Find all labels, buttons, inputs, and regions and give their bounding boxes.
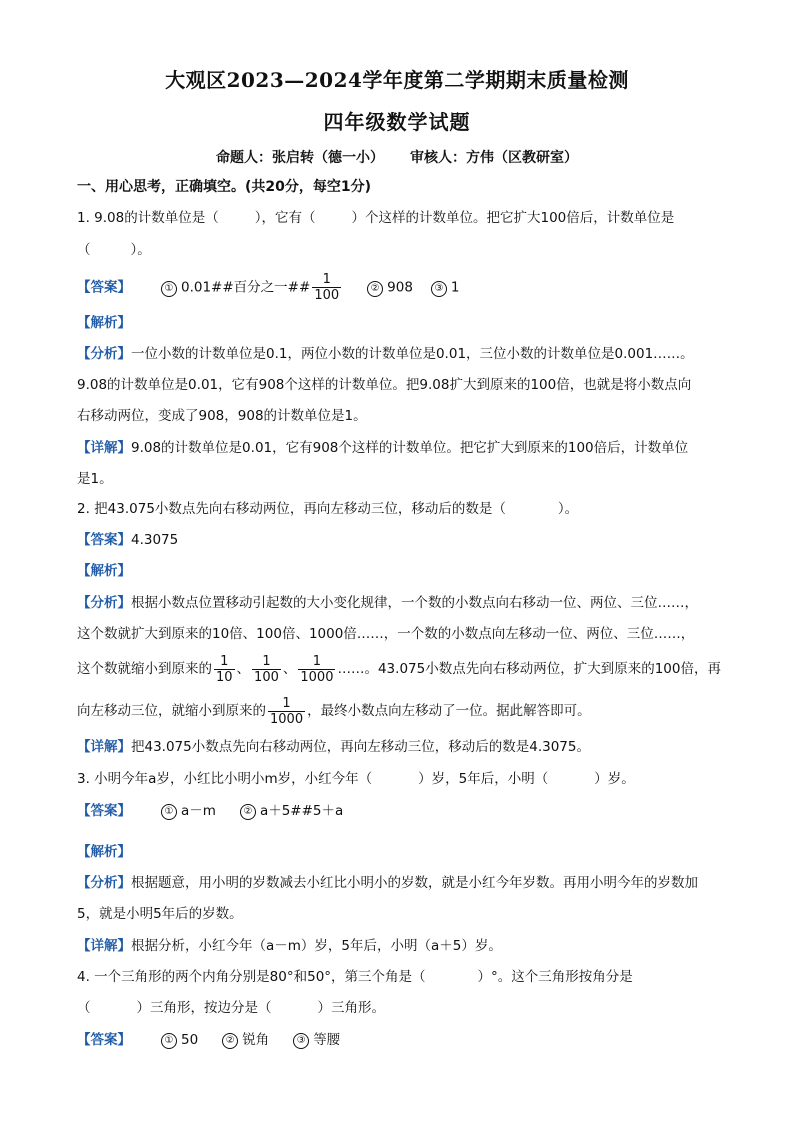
numerator: 1 <box>214 654 235 670</box>
circle-mark: ② <box>367 281 383 297</box>
q2-text: 2. 把43.075小数点先向右移动两位，再向左移动三位，移动后的数是（ <box>77 501 506 517</box>
fraction <box>214 654 235 685</box>
reviewer-credit: 审核人：方伟（区教研室） <box>410 150 578 166</box>
q4-text: 4. 一个三角形的两个内角分别是80°和50°，第三个角是（ <box>77 969 426 985</box>
q2-answer <box>77 530 727 550</box>
numerator: 1 <box>298 654 335 670</box>
q1-fenxi-text: 一位小数的计数单位是0.1，两位小数的计数单位是0.01，三位小数的计数单位是0.001……。 <box>131 346 694 362</box>
numerator: 1 <box>252 654 281 670</box>
q2-fenxi-3 <box>77 652 727 686</box>
q3-fenxi-1 <box>77 873 727 893</box>
q2-detail <box>77 737 727 757</box>
fraction <box>298 654 335 685</box>
numerator: 1 <box>312 272 341 288</box>
section-heading: 一、用心思考，正确填空。(共20分，每空1分) <box>77 179 372 195</box>
q3-fenxi-text: 根据题意，用小明的岁数减去小红比小明小的岁数，就是小红今年岁数。再用小明今年的岁数加 <box>131 875 698 891</box>
fenxi-label: 【分析】 <box>77 346 131 362</box>
fenxi-label: 【分析】 <box>77 875 131 891</box>
answer-value: a＋5##5＋a <box>259 803 344 819</box>
answer-value: 等腰 <box>313 1032 341 1048</box>
q4-answer <box>77 1030 727 1050</box>
answer-value: 50 <box>181 1032 199 1048</box>
q4-text: ）三角形，按边分是（ <box>136 1000 272 1016</box>
answer-label: 【答案】 <box>77 803 131 819</box>
fenxi-label: 【分析】 <box>77 595 131 611</box>
separator: 、 <box>282 661 297 677</box>
circle-mark: ③ <box>293 1033 309 1049</box>
circle-mark: ① <box>161 804 177 820</box>
q3-detail <box>77 936 727 956</box>
answer-label: 【答案】 <box>77 532 131 548</box>
denominator: 100 <box>314 288 340 303</box>
q2-fenxi-2: 这个数就扩大到原来的10倍、100倍、1000倍……，一个数的小数点向左移动一位、两位、三位……， <box>77 626 695 642</box>
q1-detail-text: 9.08的计数单位是0.01，它有908个这样的计数单位。把它扩大到原来的100倍后，计数单位 <box>131 440 689 456</box>
q2-fenxi-4 <box>77 694 727 728</box>
q1-text: ），它有（ <box>254 210 316 226</box>
exam-subtitle: 四年级数学试题 <box>323 110 471 134</box>
q1-text: 1. 9.08的计数单位是（ <box>77 210 219 226</box>
author-credit: 命题人：张启转（德一小） <box>216 150 384 166</box>
q1-fenxi-2: 9.08的计数单位是0.01，它有908个这样的计数单位。把9.08扩大到原来的100倍，也就是将小数点向 <box>77 377 692 393</box>
answer-value: 锐角 <box>242 1032 270 1048</box>
denominator: 10 <box>216 669 233 685</box>
numerator: 1 <box>268 696 305 712</box>
exam-credits <box>0 147 794 167</box>
q3-text: ）岁。 <box>594 771 635 787</box>
q2-fenxi-1 <box>77 593 727 613</box>
circle-mark: ② <box>240 804 256 820</box>
q3-text: ）岁，5年后，小明（ <box>418 771 549 787</box>
separator: 、 <box>236 661 251 677</box>
circle-mark: ② <box>222 1033 238 1049</box>
q4-text: ）°。这个三角形按角分是 <box>477 969 633 985</box>
answer-value: a－m <box>181 803 216 819</box>
q1-line-1 <box>77 208 727 228</box>
answer-value: 1 <box>450 279 460 296</box>
fraction <box>268 696 305 727</box>
q3-answer <box>77 801 727 821</box>
denominator: 100 <box>254 669 279 685</box>
detail-label: 【详解】 <box>77 440 131 456</box>
circle-mark: ③ <box>431 281 447 297</box>
denominator: 1000 <box>270 711 304 727</box>
answer-value: 4.3075 <box>131 532 179 548</box>
q1-fenxi-1 <box>77 344 727 364</box>
answer-value: 908 <box>387 279 413 296</box>
q3-detail-text: 根据分析，小红今年（a－m）岁，5年后，小明（a＋5）岁。 <box>131 938 502 954</box>
q2-fenxi-text: 向左移动三位，就缩小到原来的 <box>77 703 266 719</box>
exam-title: 大观区2023—2024学年度第二学期期末质量检测 <box>165 68 629 92</box>
q3-analysis-label: 【解析】 <box>77 844 131 860</box>
answer-label: 【答案】 <box>77 279 131 296</box>
q2-fenxi-text: 根据小数点位置移动引起数的大小变化规律，一个数的小数点向右移动一位、两位、三位……， <box>131 595 698 611</box>
q1-detail-2: 是1。 <box>77 471 113 487</box>
q2-text: ）。 <box>557 501 579 517</box>
answer-value: 0.01##百分之一## <box>181 279 311 296</box>
q3-question <box>77 769 727 789</box>
circle-mark: ① <box>161 281 177 297</box>
answer-label: 【答案】 <box>77 1032 131 1048</box>
q2-fenxi-text: ……。43.075小数点先向右移动两位，扩大到原来的100倍，再 <box>337 661 721 677</box>
q1-analysis-label: 【解析】 <box>77 315 131 331</box>
q1-detail-1 <box>77 438 727 458</box>
fraction <box>312 272 341 303</box>
q1-line-2 <box>77 240 727 260</box>
q1-answer <box>77 272 727 303</box>
q3-text: 3. 小明今年a岁，小红比小明小m岁，小红今年（ <box>77 771 373 787</box>
q1-text: （ <box>77 242 91 258</box>
detail-label: 【详解】 <box>77 938 131 954</box>
q2-fenxi-text: ，最终小数点向左移动了一位。据此解答即可。 <box>307 703 591 719</box>
q4-line-2 <box>77 998 727 1018</box>
circle-mark: ① <box>161 1033 177 1049</box>
q2-question <box>77 499 727 519</box>
detail-label: 【详解】 <box>77 739 131 755</box>
q1-text: ）。 <box>130 242 151 258</box>
q3-fenxi-2: 5，就是小明5年后的岁数。 <box>77 906 243 922</box>
q4-text: ）三角形。 <box>317 1000 385 1016</box>
fraction <box>252 654 281 685</box>
q2-fenxi-text: 这个数就缩小到原来的 <box>77 661 212 677</box>
q2-detail-text: 把43.075小数点先向右移动两位，再向左移动三位，移动后的数是4.3075。 <box>131 739 590 755</box>
q1-fenxi-3: 右移动两位，变成了908，908的计数单位是1。 <box>77 408 367 424</box>
denominator: 1000 <box>300 669 334 685</box>
q1-text: ）个这样的计数单位。把它扩大100倍后，计数单位是 <box>351 210 675 226</box>
q4-text: （ <box>77 1000 91 1016</box>
q2-analysis-label: 【解析】 <box>77 563 131 579</box>
q4-line-1 <box>77 967 727 987</box>
